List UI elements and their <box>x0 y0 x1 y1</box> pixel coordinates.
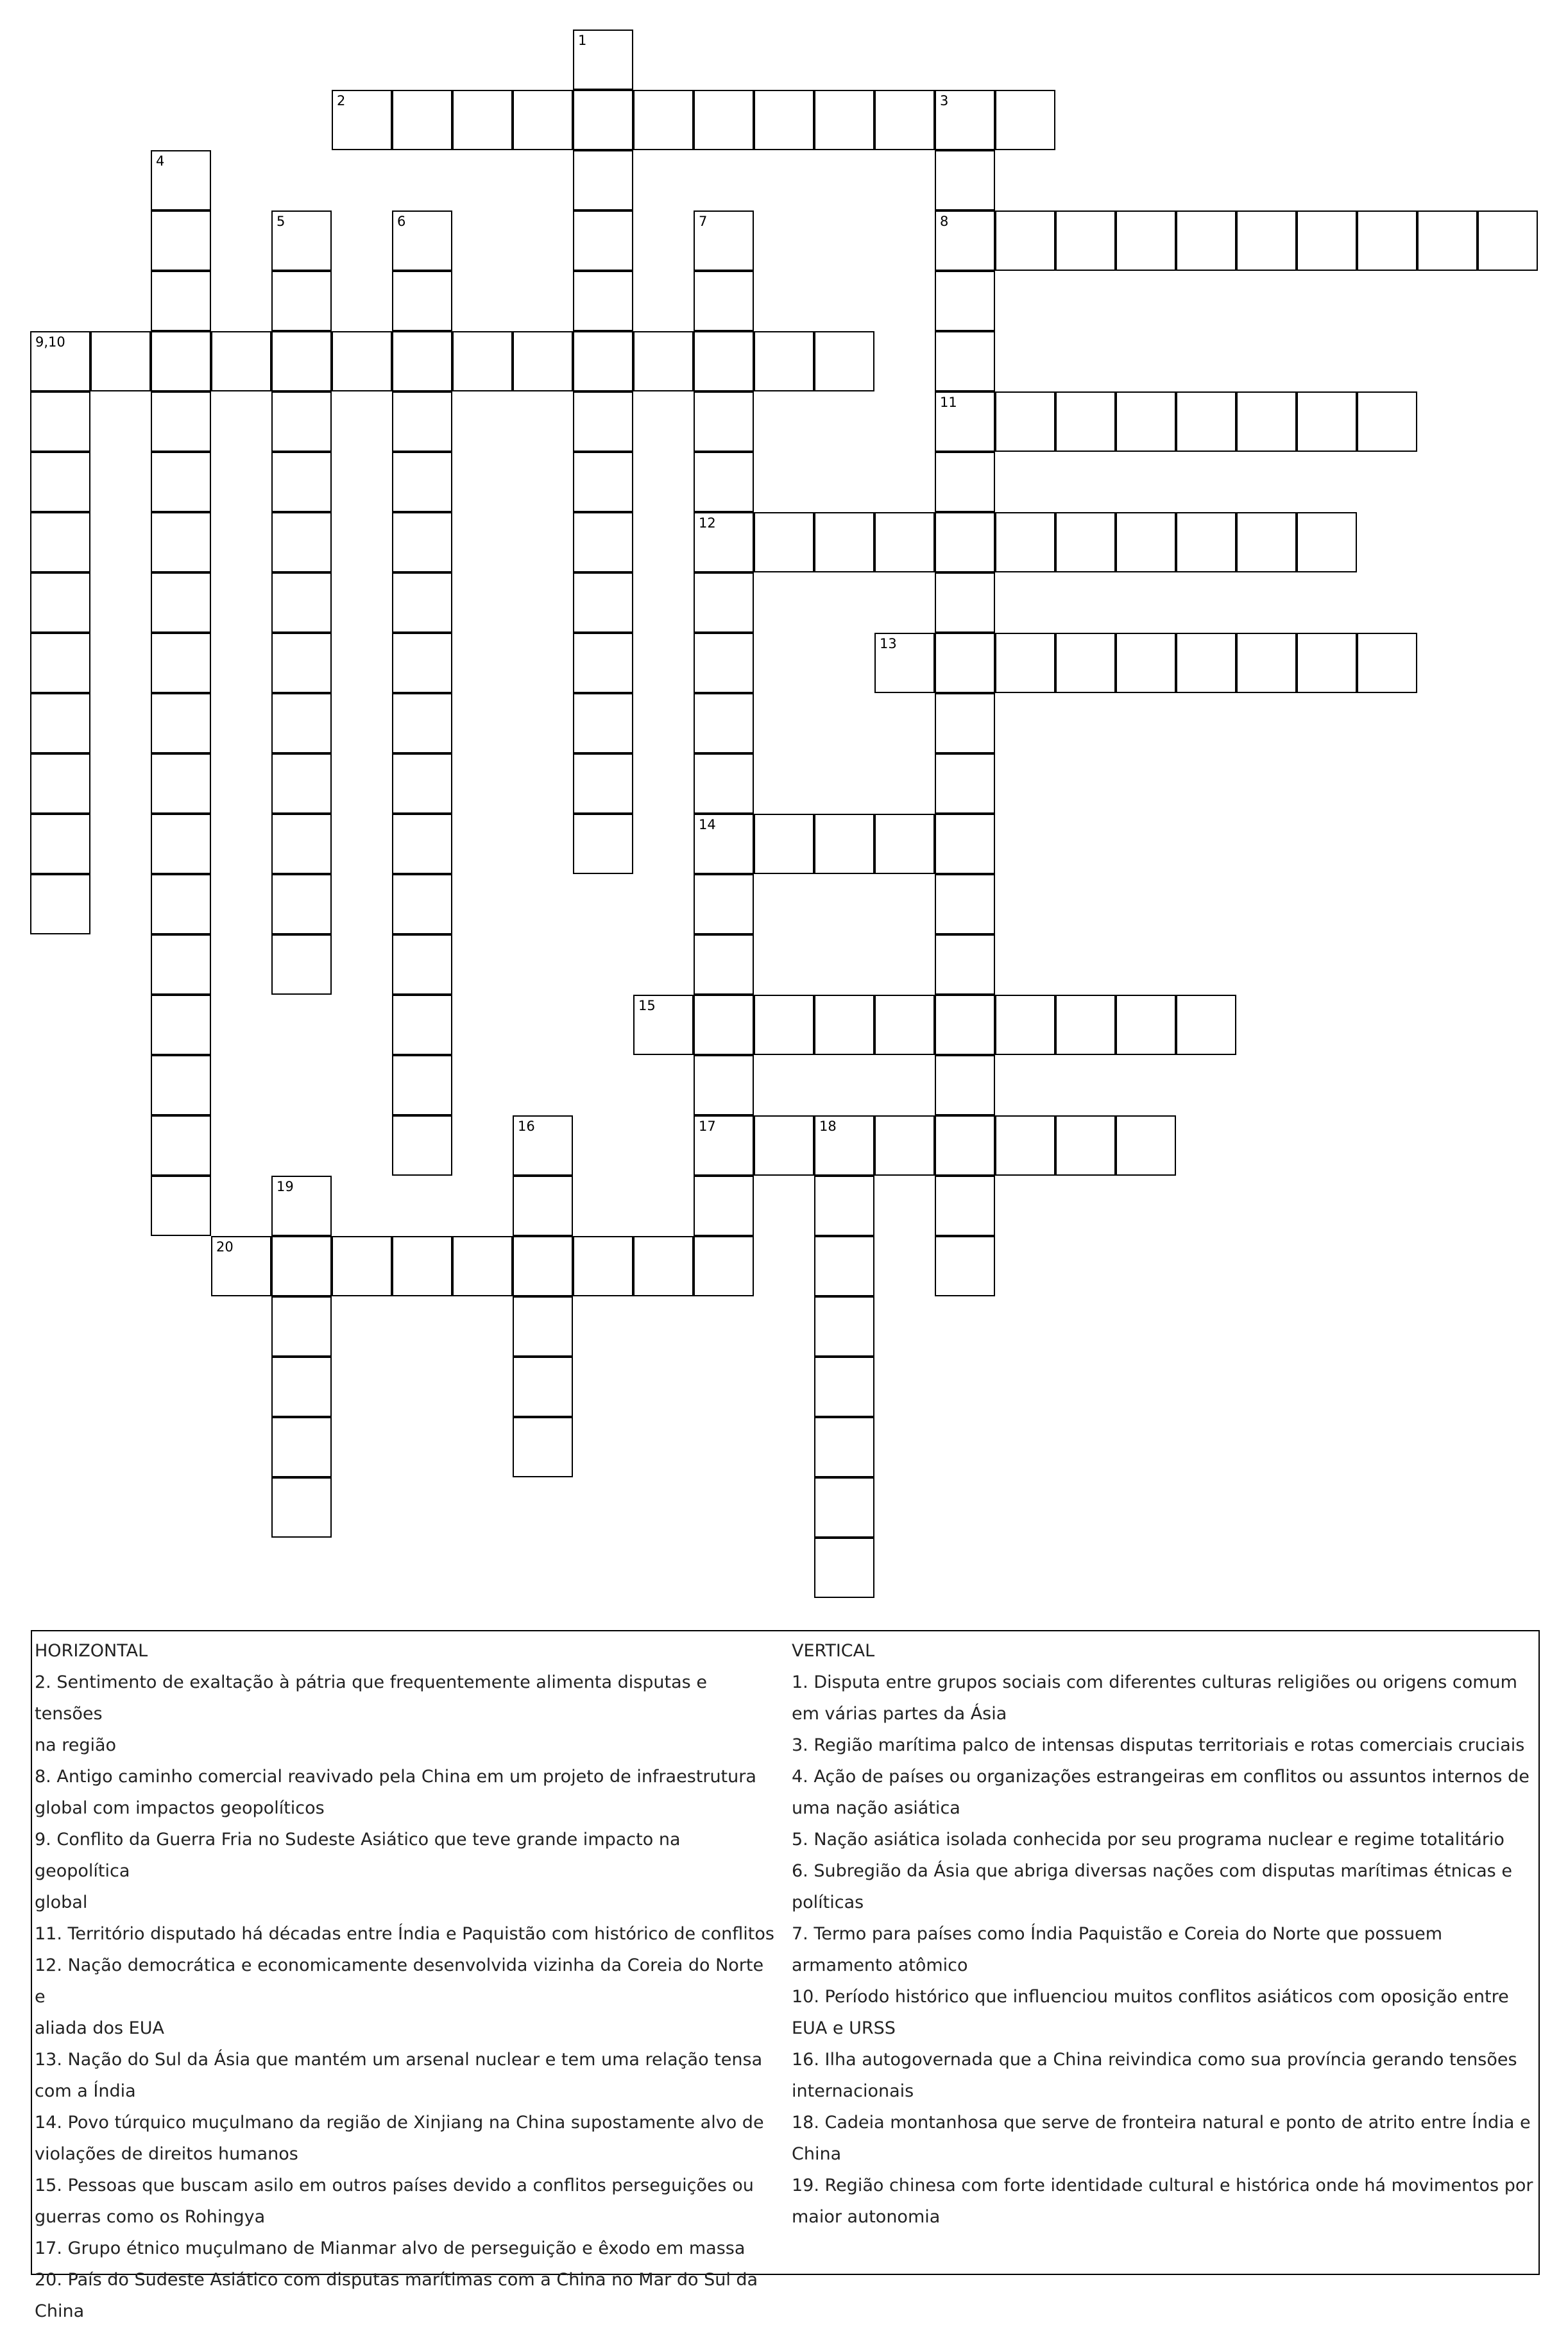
clue-line: aliada dos EUA <box>35 2018 164 2038</box>
crossword-cell[interactable] <box>1176 210 1236 271</box>
crossword-cell[interactable] <box>573 814 633 874</box>
crossword-cell[interactable] <box>694 633 754 693</box>
crossword-cell[interactable] <box>392 572 452 633</box>
crossword-cell[interactable] <box>874 814 935 874</box>
crossword-cell[interactable] <box>573 1236 633 1296</box>
clue-number: 17 <box>699 1119 716 1134</box>
crossword-cell[interactable] <box>1055 633 1116 693</box>
clue-number: 15 <box>638 998 656 1013</box>
crossword-cell[interactable] <box>1176 512 1236 572</box>
crossword-cell[interactable] <box>573 633 633 693</box>
crossword-cell[interactable] <box>452 90 513 150</box>
crossword-cell[interactable] <box>392 1115 452 1176</box>
crossword-cell[interactable] <box>1357 391 1417 452</box>
crossword-cell[interactable] <box>1116 210 1176 271</box>
clue-line: 12. Nação democrática e economicamente desenvolvida vizinha da Coreia do Norte e <box>35 1955 764 2007</box>
crossword-cell[interactable] <box>271 210 332 271</box>
crossword-cell[interactable] <box>392 693 452 753</box>
crossword-cell[interactable] <box>694 1236 754 1296</box>
clue-line: China <box>792 2144 842 2164</box>
crossword-cell[interactable] <box>392 633 452 693</box>
crossword-cell[interactable] <box>573 753 633 814</box>
crossword-cell[interactable] <box>392 512 452 572</box>
crossword-cell[interactable] <box>271 1357 332 1417</box>
crossword-cell[interactable] <box>694 1176 754 1236</box>
crossword-cell[interactable] <box>30 391 90 452</box>
crossword-cell[interactable] <box>452 331 513 391</box>
crossword-cell[interactable] <box>271 814 332 874</box>
horizontal-heading: HORIZONTAL <box>35 1641 148 1661</box>
clue-line: 2. Sentimento de exaltação à pátria que frequentemente alimenta disputas e tensões <box>35 1672 707 1724</box>
crossword-cell[interactable] <box>935 934 995 995</box>
crossword-cell[interactable] <box>392 210 452 271</box>
crossword-cell[interactable] <box>513 1417 573 1477</box>
clue-number: 5 <box>277 214 285 229</box>
crossword-cell[interactable] <box>935 995 995 1055</box>
crossword-cell[interactable] <box>995 1115 1055 1176</box>
crossword-cell[interactable] <box>211 1236 271 1296</box>
crossword-cell[interactable] <box>1297 512 1357 572</box>
crossword-cell[interactable] <box>271 874 332 934</box>
crossword-cell[interactable] <box>332 90 392 150</box>
crossword-cell[interactable] <box>633 90 694 150</box>
crossword-cell[interactable] <box>392 753 452 814</box>
crossword-cell[interactable] <box>151 814 211 874</box>
crossword-cell[interactable] <box>30 633 90 693</box>
crossword-cell[interactable] <box>1116 995 1176 1055</box>
crossword-cell[interactable] <box>332 331 392 391</box>
crossword-cell[interactable] <box>1236 633 1297 693</box>
crossword-cell[interactable] <box>694 391 754 452</box>
crossword-cell[interactable] <box>694 90 754 150</box>
clues-box <box>31 1630 1540 2321</box>
clue-line: global <box>35 1893 88 1912</box>
crossword-cell[interactable] <box>271 693 332 753</box>
crossword-cell[interactable] <box>392 271 452 331</box>
clue-line: 18. Cadeia montanhosa que serve de fronteira natural e ponto de atrito entre Índia e <box>792 2113 1531 2133</box>
crossword-cell[interactable] <box>271 1417 332 1477</box>
crossword-cell[interactable] <box>271 331 332 391</box>
crossword-cell[interactable] <box>573 512 633 572</box>
crossword-cell[interactable] <box>754 90 814 150</box>
crossword-cell[interactable] <box>1116 391 1176 452</box>
crossword-cell[interactable] <box>392 874 452 934</box>
crossword-cell[interactable] <box>814 814 874 874</box>
crossword-cell[interactable] <box>211 331 271 391</box>
crossword-cell[interactable] <box>1176 995 1236 1055</box>
crossword-cell[interactable] <box>151 995 211 1055</box>
crossword-cell[interactable] <box>1236 210 1297 271</box>
crossword-cell[interactable] <box>694 1115 754 1176</box>
crossword-cell[interactable] <box>633 331 694 391</box>
crossword-cell[interactable] <box>935 391 995 452</box>
crossword-cell[interactable] <box>30 512 90 572</box>
crossword-cell[interactable] <box>935 150 995 210</box>
crossword-cell[interactable] <box>1297 391 1357 452</box>
crossword-cell[interactable] <box>754 995 814 1055</box>
crossword-cell[interactable] <box>271 633 332 693</box>
clue-line: 4. Ação de países ou organizações estrangeiras em conflitos ou assuntos internos de <box>792 1767 1530 1787</box>
clue-line: 7. Termo para países como Índia Paquistão e Coreia do Norte que possuem <box>792 1924 1443 1944</box>
clue-line: global com impactos geopolíticos <box>35 1798 325 1818</box>
crossword-cell[interactable] <box>754 512 814 572</box>
crossword-cell[interactable] <box>513 1296 573 1357</box>
crossword-cell[interactable] <box>151 1115 211 1176</box>
crossword-cell[interactable] <box>392 995 452 1055</box>
crossword-cell[interactable] <box>1297 633 1357 693</box>
crossword-cell[interactable] <box>392 934 452 995</box>
crossword-cell[interactable] <box>814 1236 874 1296</box>
crossword-cell[interactable] <box>513 1176 573 1236</box>
crossword-cell[interactable] <box>151 512 211 572</box>
crossword-cell[interactable] <box>1478 210 1538 271</box>
crossword-cell[interactable] <box>694 1055 754 1115</box>
crossword-cell[interactable] <box>874 1115 935 1176</box>
horizontal-clues <box>35 1635 779 2327</box>
crossword-cell[interactable] <box>814 1296 874 1357</box>
clue-line: 15. Pessoas que buscam asilo em outros países devido a conflitos perseguições ou <box>35 2176 754 2195</box>
clue-number: 14 <box>699 817 716 832</box>
clue-line: internacionais <box>792 2081 914 2101</box>
crossword-cell[interactable] <box>694 572 754 633</box>
crossword-cell[interactable] <box>452 1236 513 1296</box>
crossword-cell[interactable] <box>754 814 814 874</box>
clue-line: 13. Nação do Sul da Ásia que mantém um arsenal nuclear e tem uma relação tensa <box>35 2050 763 2070</box>
crossword-cell[interactable] <box>935 512 995 572</box>
crossword-cell[interactable] <box>935 1055 995 1115</box>
crossword-cell[interactable] <box>513 1115 573 1176</box>
crossword-cell[interactable] <box>1357 210 1417 271</box>
crossword-cell[interactable] <box>573 452 633 512</box>
crossword-cell[interactable] <box>935 1115 995 1176</box>
clue-line: 1. Disputa entre grupos sociais com diferentes culturas religiões ou origens comum <box>792 1672 1517 1692</box>
crossword-cell[interactable] <box>151 271 211 331</box>
crossword-cell[interactable] <box>694 271 754 331</box>
clue-line: armamento atômico <box>792 1955 968 1975</box>
crossword-cell[interactable] <box>1055 995 1116 1055</box>
crossword-cell[interactable] <box>633 995 694 1055</box>
crossword-cell[interactable] <box>814 90 874 150</box>
crossword-cell[interactable] <box>935 572 995 633</box>
crossword-cell[interactable] <box>392 814 452 874</box>
crossword-cell[interactable] <box>694 995 754 1055</box>
crossword-cell[interactable] <box>935 210 995 271</box>
crossword-cell[interactable] <box>754 331 814 391</box>
crossword-cell[interactable] <box>513 1236 573 1296</box>
crossword-cell[interactable] <box>30 814 90 874</box>
crossword-cell[interactable] <box>874 633 935 693</box>
clue-line: 11. Território disputado há décadas entre Índia e Paquistão com histórico de conflitos <box>35 1924 774 1944</box>
crossword-cell[interactable] <box>995 90 1055 150</box>
crossword-cell[interactable] <box>271 512 332 572</box>
clue-number: 18 <box>819 1119 837 1134</box>
crossword-cell[interactable] <box>1116 1115 1176 1176</box>
clue-line: EUA e URSS <box>792 2018 896 2038</box>
clue-number: 13 <box>880 636 897 651</box>
crossword-cell[interactable] <box>814 512 874 572</box>
crossword-cell[interactable] <box>694 210 754 271</box>
crossword-cell[interactable] <box>935 452 995 512</box>
crossword-cell[interactable] <box>392 90 452 150</box>
crossword-cell[interactable] <box>814 331 874 391</box>
crossword-cell[interactable] <box>1055 391 1116 452</box>
clue-number: 20 <box>216 1239 234 1255</box>
crossword-cell[interactable] <box>271 753 332 814</box>
clue-number: 19 <box>277 1179 294 1194</box>
clue-number: 12 <box>699 515 716 531</box>
vertical-heading: VERTICAL <box>792 1641 875 1661</box>
clue-number: 7 <box>699 214 708 229</box>
crossword-cell[interactable] <box>151 633 211 693</box>
crossword-cell[interactable] <box>151 150 211 210</box>
clue-line: 10. Período histórico que influenciou muitos conflitos asiáticos com oposição entre <box>792 1987 1509 2007</box>
crossword-cell[interactable] <box>573 30 633 90</box>
crossword-cell[interactable] <box>1055 512 1116 572</box>
crossword-cell[interactable] <box>271 1296 332 1357</box>
crossword-cell[interactable] <box>1116 512 1176 572</box>
crossword-cell[interactable] <box>30 331 90 391</box>
clue-line: China <box>35 2301 85 2321</box>
crossword-cell[interactable] <box>935 633 995 693</box>
crossword-cell[interactable] <box>935 331 995 391</box>
crossword-cell[interactable] <box>935 1176 995 1236</box>
clue-line: políticas <box>792 1893 864 1912</box>
crossword-cell[interactable] <box>151 1055 211 1115</box>
crossword-cell[interactable] <box>271 452 332 512</box>
crossword-cell[interactable] <box>151 934 211 995</box>
clue-line: na região <box>35 1735 117 1755</box>
crossword-cell[interactable] <box>151 391 211 452</box>
crossword-cell[interactable] <box>151 210 211 271</box>
crossword-cell[interactable] <box>694 512 754 572</box>
crossword-cell[interactable] <box>1116 633 1176 693</box>
crossword-cell[interactable] <box>995 210 1055 271</box>
crossword-cell[interactable] <box>633 1236 694 1296</box>
crossword-cell[interactable] <box>814 1176 874 1236</box>
crossword-cell[interactable] <box>694 753 754 814</box>
crossword-cell[interactable] <box>271 1236 332 1296</box>
crossword-cell[interactable] <box>513 331 573 391</box>
crossword-cell[interactable] <box>1176 391 1236 452</box>
crossword-cell[interactable] <box>392 452 452 512</box>
crossword-cell[interactable] <box>1236 512 1297 572</box>
crossword-cell[interactable] <box>995 512 1055 572</box>
clue-number: 8 <box>940 214 949 229</box>
clue-number: 16 <box>518 1119 535 1134</box>
clue-number: 6 <box>397 214 406 229</box>
crossword-cell[interactable] <box>151 452 211 512</box>
crossword-cell[interactable] <box>995 995 1055 1055</box>
crossword-cell[interactable] <box>151 753 211 814</box>
clue-line: 3. Região marítima palco de intensas disputas territoriais e rotas comerciais cruciais <box>792 1735 1525 1755</box>
crossword-cell[interactable] <box>573 150 633 210</box>
clue-line: 8. Antigo caminho comercial reavivado pela China em um projeto de infraestrutura <box>35 1767 756 1787</box>
clue-line: 17. Grupo étnico muçulmano de Mianmar alvo de perseguição e êxodo em massa <box>35 2238 746 2258</box>
crossword-cell[interactable] <box>90 331 151 391</box>
clue-number: 9,10 <box>35 334 65 350</box>
clue-number: 4 <box>156 153 165 169</box>
crossword-cell[interactable] <box>694 814 754 874</box>
crossword-cell[interactable] <box>874 90 935 150</box>
clue-line: guerras como os Rohingya <box>35 2207 266 2227</box>
crossword-cell[interactable] <box>814 1417 874 1477</box>
crossword-cell[interactable] <box>935 814 995 874</box>
crossword-cell[interactable] <box>935 271 995 331</box>
crossword-cell[interactable] <box>30 572 90 633</box>
crossword-cell[interactable] <box>1055 210 1116 271</box>
crossword-cell[interactable] <box>271 391 332 452</box>
crossword-cell[interactable] <box>271 1176 332 1236</box>
clue-line: 6. Subregião da Ásia que abriga diversas nações com disputas marítimas étnicas e <box>792 1861 1512 1881</box>
crossword-cell[interactable] <box>814 1538 874 1598</box>
clue-line: 9. Conflito da Guerra Fria no Sudeste Asiático que teve grande impacto na geopolítica <box>35 1830 681 1881</box>
clue-line: com a Índia <box>35 2081 136 2101</box>
crossword-cell[interactable] <box>694 693 754 753</box>
clue-line: violações de direitos humanos <box>35 2144 298 2164</box>
crossword-cell[interactable] <box>995 391 1055 452</box>
crossword-cell[interactable] <box>814 995 874 1055</box>
crossword-cell[interactable] <box>271 572 332 633</box>
crossword-cell[interactable] <box>151 693 211 753</box>
crossword-cell[interactable] <box>392 1236 452 1296</box>
crossword-cell[interactable] <box>814 1477 874 1538</box>
clue-number: 2 <box>337 93 346 108</box>
crossword-cell[interactable] <box>1297 210 1357 271</box>
crossword-cell[interactable] <box>573 572 633 633</box>
crossword-cell[interactable] <box>30 753 90 814</box>
crossword-cell[interactable] <box>573 693 633 753</box>
crossword-cell[interactable] <box>1176 633 1236 693</box>
crossword-cell[interactable] <box>151 572 211 633</box>
clue-line: 14. Povo túrquico muçulmano da região de Xinjiang na China supostamente alvo de <box>35 2113 764 2133</box>
crossword-cell[interactable] <box>1236 391 1297 452</box>
clue-number: 3 <box>940 93 949 108</box>
crossword-cell[interactable] <box>1055 1115 1116 1176</box>
crossword-cell[interactable] <box>513 1357 573 1417</box>
crossword-cell[interactable] <box>694 331 754 391</box>
crossword-cell[interactable] <box>151 331 211 391</box>
crossword-cell[interactable] <box>814 1115 874 1176</box>
crossword-cell[interactable] <box>694 874 754 934</box>
crossword-cell[interactable] <box>332 1236 392 1296</box>
crossword-cell[interactable] <box>151 874 211 934</box>
crossword-cell[interactable] <box>573 331 633 391</box>
crossword-cell[interactable] <box>1357 633 1417 693</box>
crossword-cell[interactable] <box>935 753 995 814</box>
crossword-cell[interactable] <box>694 452 754 512</box>
crossword-cell[interactable] <box>573 391 633 452</box>
crossword-cell[interactable] <box>30 452 90 512</box>
crossword-cell[interactable] <box>271 934 332 995</box>
crossword-cell[interactable] <box>935 90 995 150</box>
crossword-cell[interactable] <box>392 1055 452 1115</box>
crossword-cell[interactable] <box>271 1477 332 1538</box>
crossword-cell[interactable] <box>151 1176 211 1236</box>
crossword-cell[interactable] <box>30 874 90 934</box>
clue-number: 11 <box>940 395 957 410</box>
crossword-cell[interactable] <box>935 693 995 753</box>
crossword-cell[interactable] <box>1417 210 1478 271</box>
crossword-cell[interactable] <box>874 512 935 572</box>
crossword-cell[interactable] <box>271 271 332 331</box>
crossword-cell[interactable] <box>935 1236 995 1296</box>
crossword-cell[interactable] <box>814 1357 874 1417</box>
crossword-cell[interactable] <box>573 271 633 331</box>
clue-line: 5. Nação asiática isolada conhecida por seu programa nuclear e regime totalitário <box>792 1830 1504 1850</box>
clue-line: 19. Região chinesa com forte identidade cultural e histórica onde há movimentos por <box>792 2176 1533 2195</box>
crossword-cell[interactable] <box>694 934 754 995</box>
crossword-cell[interactable] <box>995 633 1055 693</box>
clue-line: em várias partes da Ásia <box>792 1704 1007 1724</box>
crossword-cell[interactable] <box>935 874 995 934</box>
crossword-cell[interactable] <box>513 90 573 150</box>
vertical-clues <box>792 1635 1536 2233</box>
clue-line: maior autonomia <box>792 2207 941 2227</box>
crossword-cell[interactable] <box>392 331 452 391</box>
clue-number: 1 <box>578 33 587 48</box>
crossword-cell[interactable] <box>30 693 90 753</box>
crossword-cell[interactable] <box>874 995 935 1055</box>
clue-line: uma nação asiática <box>792 1798 960 1818</box>
crossword-cell[interactable] <box>392 391 452 452</box>
crossword-cell[interactable] <box>573 210 633 271</box>
crossword-cell[interactable] <box>754 1115 814 1176</box>
crossword-cell[interactable] <box>573 90 633 150</box>
clue-line: 16. Ilha autogovernada que a China reivindica como sua província gerando tensões <box>792 2050 1517 2070</box>
clue-line: 20. País do Sudeste Asiático com disputas marítimas com a China no Mar do Sul da <box>35 2270 758 2290</box>
